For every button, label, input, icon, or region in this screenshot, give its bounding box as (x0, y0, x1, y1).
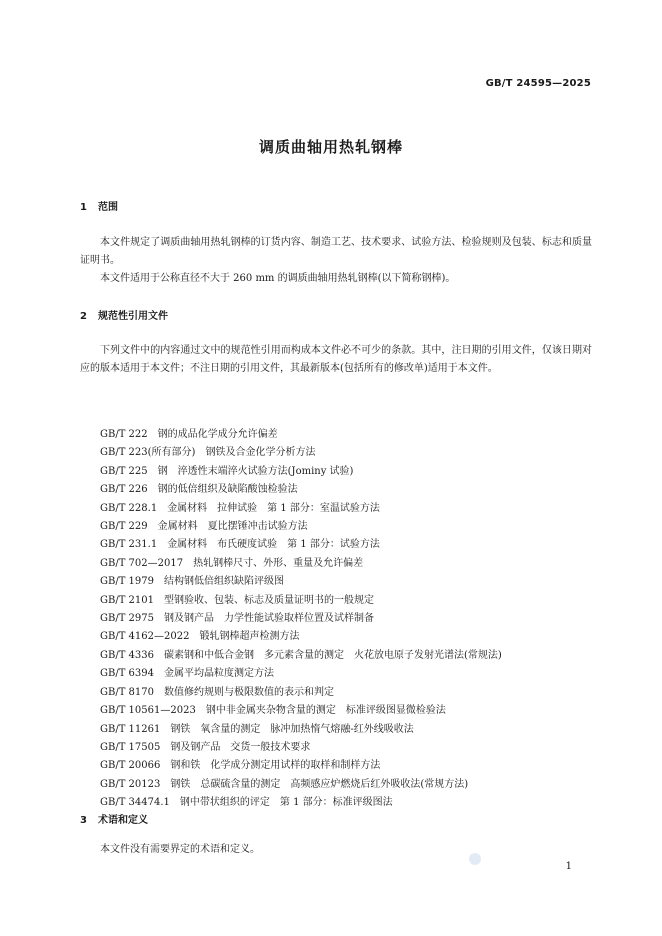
reference-item (100, 481, 502, 499)
reference-title: 钢和铁 化学成分测定用试样的取样和制样方法 (170, 760, 381, 772)
section-1-paragraph-2: 本文件适用于公称直径不大于 260 mm 的调质曲轴用热轧钢棒(以下简称钢棒)。 (100, 273, 456, 284)
reference-item (100, 665, 502, 683)
reference-title: 结构钢低倍组织缺陷评级图 (164, 576, 285, 588)
reference-code: GB/T 2101 (100, 594, 155, 606)
reference-title: 金属材料 夏比摆锤冲击试验方法 (157, 521, 308, 533)
reference-item (100, 518, 502, 536)
reference-title: 金属材料 布氏硬度试验 第 1 部分：试验方法 (167, 539, 380, 551)
reference-title: 型钢验收、包装、标志及质量证明书的一般规定 (164, 594, 375, 606)
reference-code: GB/T 231.1 (100, 539, 158, 551)
reference-code: GB/T 222 (100, 429, 148, 440)
reference-title: 锻轧钢棒超声检测方法 (199, 631, 300, 643)
reference-title: 钢铁及合金化学分析方法 (205, 447, 316, 459)
reference-code: GB/T 20066 (100, 760, 161, 772)
reference-code: GB/T 4162—2022 (100, 631, 190, 643)
reference-title: 钢中带状组织的评定 第 1 部分：标准评级图法 (179, 797, 393, 809)
reference-code: GB/T 1979 (100, 576, 155, 588)
normative-references-list (100, 426, 502, 813)
reference-item (100, 721, 502, 739)
reference-code: GB/T 225 (100, 465, 148, 477)
reference-item (100, 739, 502, 757)
reference-title: 钢的低倍组织及缺陷酸蚀检验法 (157, 484, 298, 496)
section-title: 规范性引用文件 (98, 311, 168, 322)
reference-item (100, 610, 502, 628)
reference-item (100, 628, 502, 646)
section-3-paragraph-1: 本文件没有需要界定的术语和定义。 (100, 844, 260, 855)
reference-code: GB/T 6394 (100, 668, 155, 680)
reference-code: GB/T 2975 (100, 613, 155, 625)
reference-item (100, 757, 502, 775)
section-1-paragraph-1: 本文件规定了调质曲轴用热轧钢棒的订货内容、制造工艺、技术要求、试验方法、检验规则及包装、标志和质量证明书。 (80, 237, 592, 266)
watermark-stamp (469, 853, 481, 865)
reference-code: GB/T 20123 (100, 778, 161, 790)
section-number: 3 (80, 815, 87, 826)
reference-code: GB/T 702—2017 (100, 557, 184, 569)
section-number: 1 (80, 202, 87, 213)
reference-code: GB/T 8170 (100, 686, 155, 698)
reference-item (100, 444, 502, 462)
reference-title: 钢及钢产品 交货一般技术要求 (170, 741, 311, 753)
reference-code: GB/T 10561—2023 (100, 705, 196, 717)
standard-code: GB/T 24595—2025 (485, 78, 591, 89)
reference-title: 钢的成品化学成分允许偏差 (157, 429, 278, 440)
reference-title: 钢铁 总碳硫含量的测定 高频感应炉燃烧后红外吸收法(常规方法) (170, 778, 469, 790)
reference-code: GB/T 4336 (100, 649, 155, 661)
reference-code: GB/T 229 (100, 521, 148, 533)
reference-item (100, 702, 502, 720)
reference-code: GB/T 34474.1 (100, 797, 170, 809)
reference-item (100, 573, 502, 591)
reference-item (100, 684, 502, 702)
section-2-paragraph-1: 下列文件中的内容通过文中的规范性引用而构成本文件必不可少的条款。其中，注日期的引用文件，仅该日期对应的版本适用于本文件；不注日期的引用文件，其最新版本(包括所有的修改单)适用于本文件。 (80, 345, 592, 374)
reference-title: 数值修约规则与极限数值的表示和判定 (164, 686, 335, 698)
reference-code: GB/T 228.1 (100, 502, 158, 514)
reference-item (100, 555, 502, 573)
reference-code: GB/T 223(所有部分) (100, 447, 196, 459)
reference-item (100, 794, 502, 812)
reference-code: GB/T 11261 (100, 723, 161, 735)
reference-title: 金属平均晶粒度测定方法 (164, 668, 275, 680)
reference-title: 钢 淬透性末端淬火试验方法(Jominy 试验) (157, 465, 354, 477)
reference-code: GB/T 226 (100, 484, 148, 496)
reference-title: 金属材料 拉伸试验 第 1 部分：室温试验方法 (167, 502, 380, 514)
reference-title: 热轧钢棒尺寸、外形、重量及允许偏差 (193, 557, 364, 569)
reference-title: 钢及钢产品 力学性能试验取样位置及试样制备 (164, 613, 375, 625)
section-number: 2 (80, 311, 87, 322)
reference-title: 钢铁 氧含量的测定 脉冲加热惰气熔融-红外线吸收法 (170, 723, 414, 735)
reference-title: 钢中非金属夹杂物含量的测定 标准评级图显微检验法 (205, 705, 446, 717)
section-title: 范围 (98, 202, 118, 213)
reference-item (100, 647, 502, 665)
document-title: 调质曲轴用热轧钢棒 (258, 138, 403, 156)
reference-code: GB/T 17505 (100, 741, 161, 753)
reference-item (100, 592, 502, 610)
reference-item (100, 536, 502, 554)
reference-title: 碳素钢和中低合金钢 多元素含量的测定 火花放电原子发射光谱法(常规法) (164, 649, 502, 661)
reference-item (100, 500, 502, 518)
section-title: 术语和定义 (98, 815, 148, 826)
reference-item (100, 463, 502, 481)
page-number: 1 (565, 861, 572, 872)
reference-item (100, 776, 502, 794)
section-1-heading (80, 198, 118, 213)
reference-item (100, 426, 502, 444)
section-3-heading (80, 811, 148, 826)
section-2-heading (80, 307, 168, 322)
